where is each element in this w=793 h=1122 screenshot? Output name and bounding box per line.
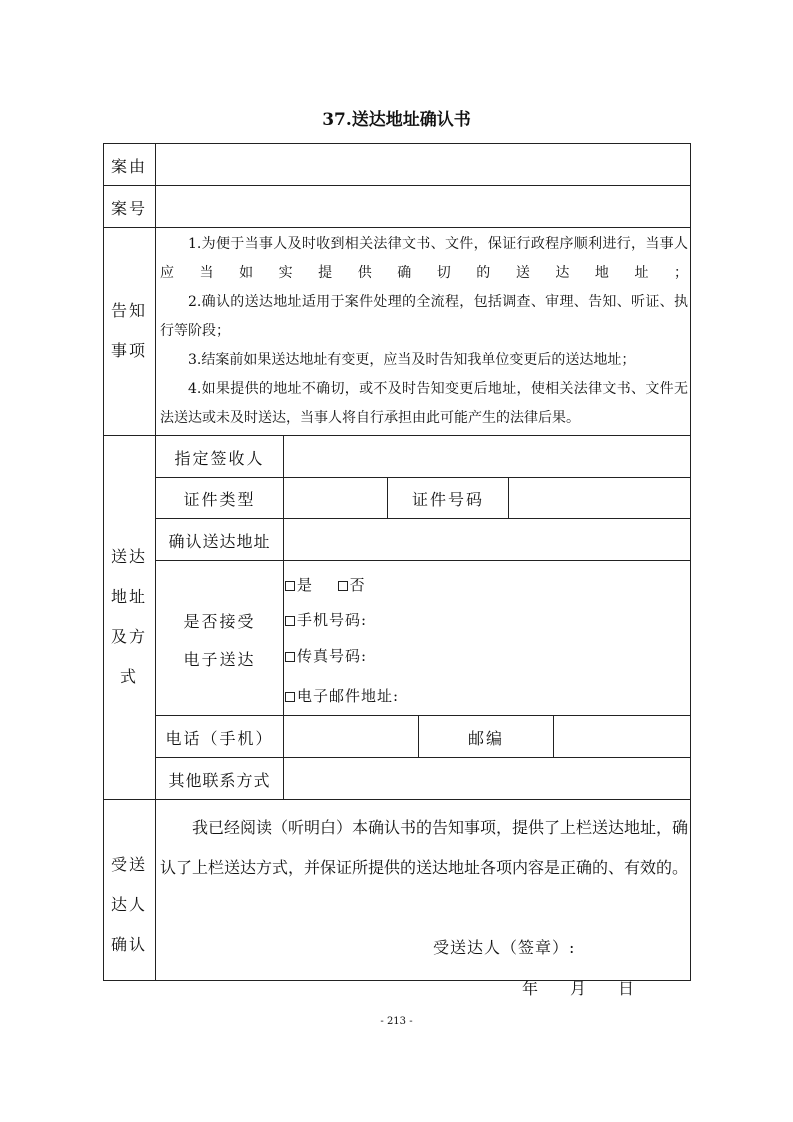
yes-checkbox[interactable] [285, 581, 295, 591]
other-contact-label: 其他联系方式 [168, 771, 271, 790]
electronic-choice [285, 574, 365, 595]
statement-text: 我已经阅读（听明白）本确认书的告知事项，提供了上栏送达地址，确认了上栏送达方式，并保证所提供的送达地址各项内容是正确的、有效的。 [160, 818, 689, 877]
notice-item: 3.结案前如果送达地址有变更，应当及时告知我单位变更后的送达地址； [188, 352, 636, 368]
no-label: 否 [349, 576, 365, 594]
email-option [285, 685, 399, 706]
postcode-label: 邮编 [467, 729, 504, 748]
id-number-label: 证件号码 [411, 490, 484, 509]
postcode-field[interactable] [556, 718, 687, 755]
id-type-label: 证件类型 [183, 490, 256, 509]
fax-option [285, 645, 367, 666]
notice-item: 4.如果提供的地址不确切，或不及时告知变更后地址，使相关法律文书、文件无法送达或未及时送达，当事人将自行承担由此可能产生的法律后果。 [160, 381, 688, 426]
confirmation-label-line: 受送 [110, 855, 147, 874]
address-label-line: 式 [119, 667, 138, 686]
notice-label [103, 291, 155, 371]
confirmation-statement [160, 808, 688, 888]
mobile-label: 手机号码: [297, 611, 368, 629]
address-label-line: 地址 [110, 587, 147, 606]
id-number-field[interactable] [511, 480, 687, 516]
email-checkbox[interactable] [285, 692, 295, 702]
signature-label: 受送达人（签章）: [433, 938, 576, 957]
designated-recipient-field[interactable] [286, 438, 686, 475]
notice-label-line: 告知 [110, 301, 147, 320]
confirm-address-label: 确认送达地址 [168, 532, 271, 551]
confirm-address-field[interactable] [286, 521, 686, 558]
fax-label: 传真号码: [297, 647, 368, 665]
notice-items [160, 230, 688, 433]
mobile-option [285, 609, 367, 630]
email-label: 电子邮件地址: [297, 687, 400, 705]
notice-label-line: 事项 [110, 341, 147, 360]
electronic-label-line: 电子送达 [183, 650, 256, 669]
phone-field[interactable] [286, 718, 415, 755]
notice-item: 2.确认的送达地址适用于案件处理的全流程，包括调查、审理、告知、听证、执行等阶段； [160, 294, 688, 339]
address-label-line: 送达 [110, 547, 147, 566]
case-number-label: 案号 [111, 199, 148, 218]
case-cause-label: 案由 [111, 157, 148, 176]
id-type-field[interactable] [286, 480, 384, 516]
address-section-label [103, 537, 155, 697]
case-cause-field[interactable] [160, 146, 685, 182]
electronic-label-line: 是否接受 [183, 612, 256, 631]
mobile-checkbox[interactable] [285, 616, 295, 626]
yes-label: 是 [297, 576, 313, 594]
phone-label: 电话（手机） [165, 729, 274, 748]
designated-recipient-label: 指定签收人 [174, 449, 265, 468]
electronic-delivery-label [156, 603, 283, 679]
no-checkbox[interactable] [338, 581, 348, 591]
case-number-field[interactable] [160, 188, 685, 224]
other-contact-field[interactable] [286, 760, 686, 797]
notice-item: 1.为便于当事人及时收到相关法律文书、文件，保证行政程序顺利进行，当事人应当如实提供确切的送达地址； [160, 236, 688, 281]
confirmation-label [103, 845, 155, 965]
date-label: 年 月 日 [522, 979, 643, 998]
document-title: 37.送达地址确认书 [322, 110, 471, 130]
confirmation-label-line: 达人 [110, 895, 147, 914]
address-label-line: 及方 [110, 627, 147, 646]
page-number: - 213 - [380, 1016, 413, 1027]
fax-checkbox[interactable] [285, 652, 295, 662]
confirmation-label-line: 确认 [110, 935, 147, 954]
